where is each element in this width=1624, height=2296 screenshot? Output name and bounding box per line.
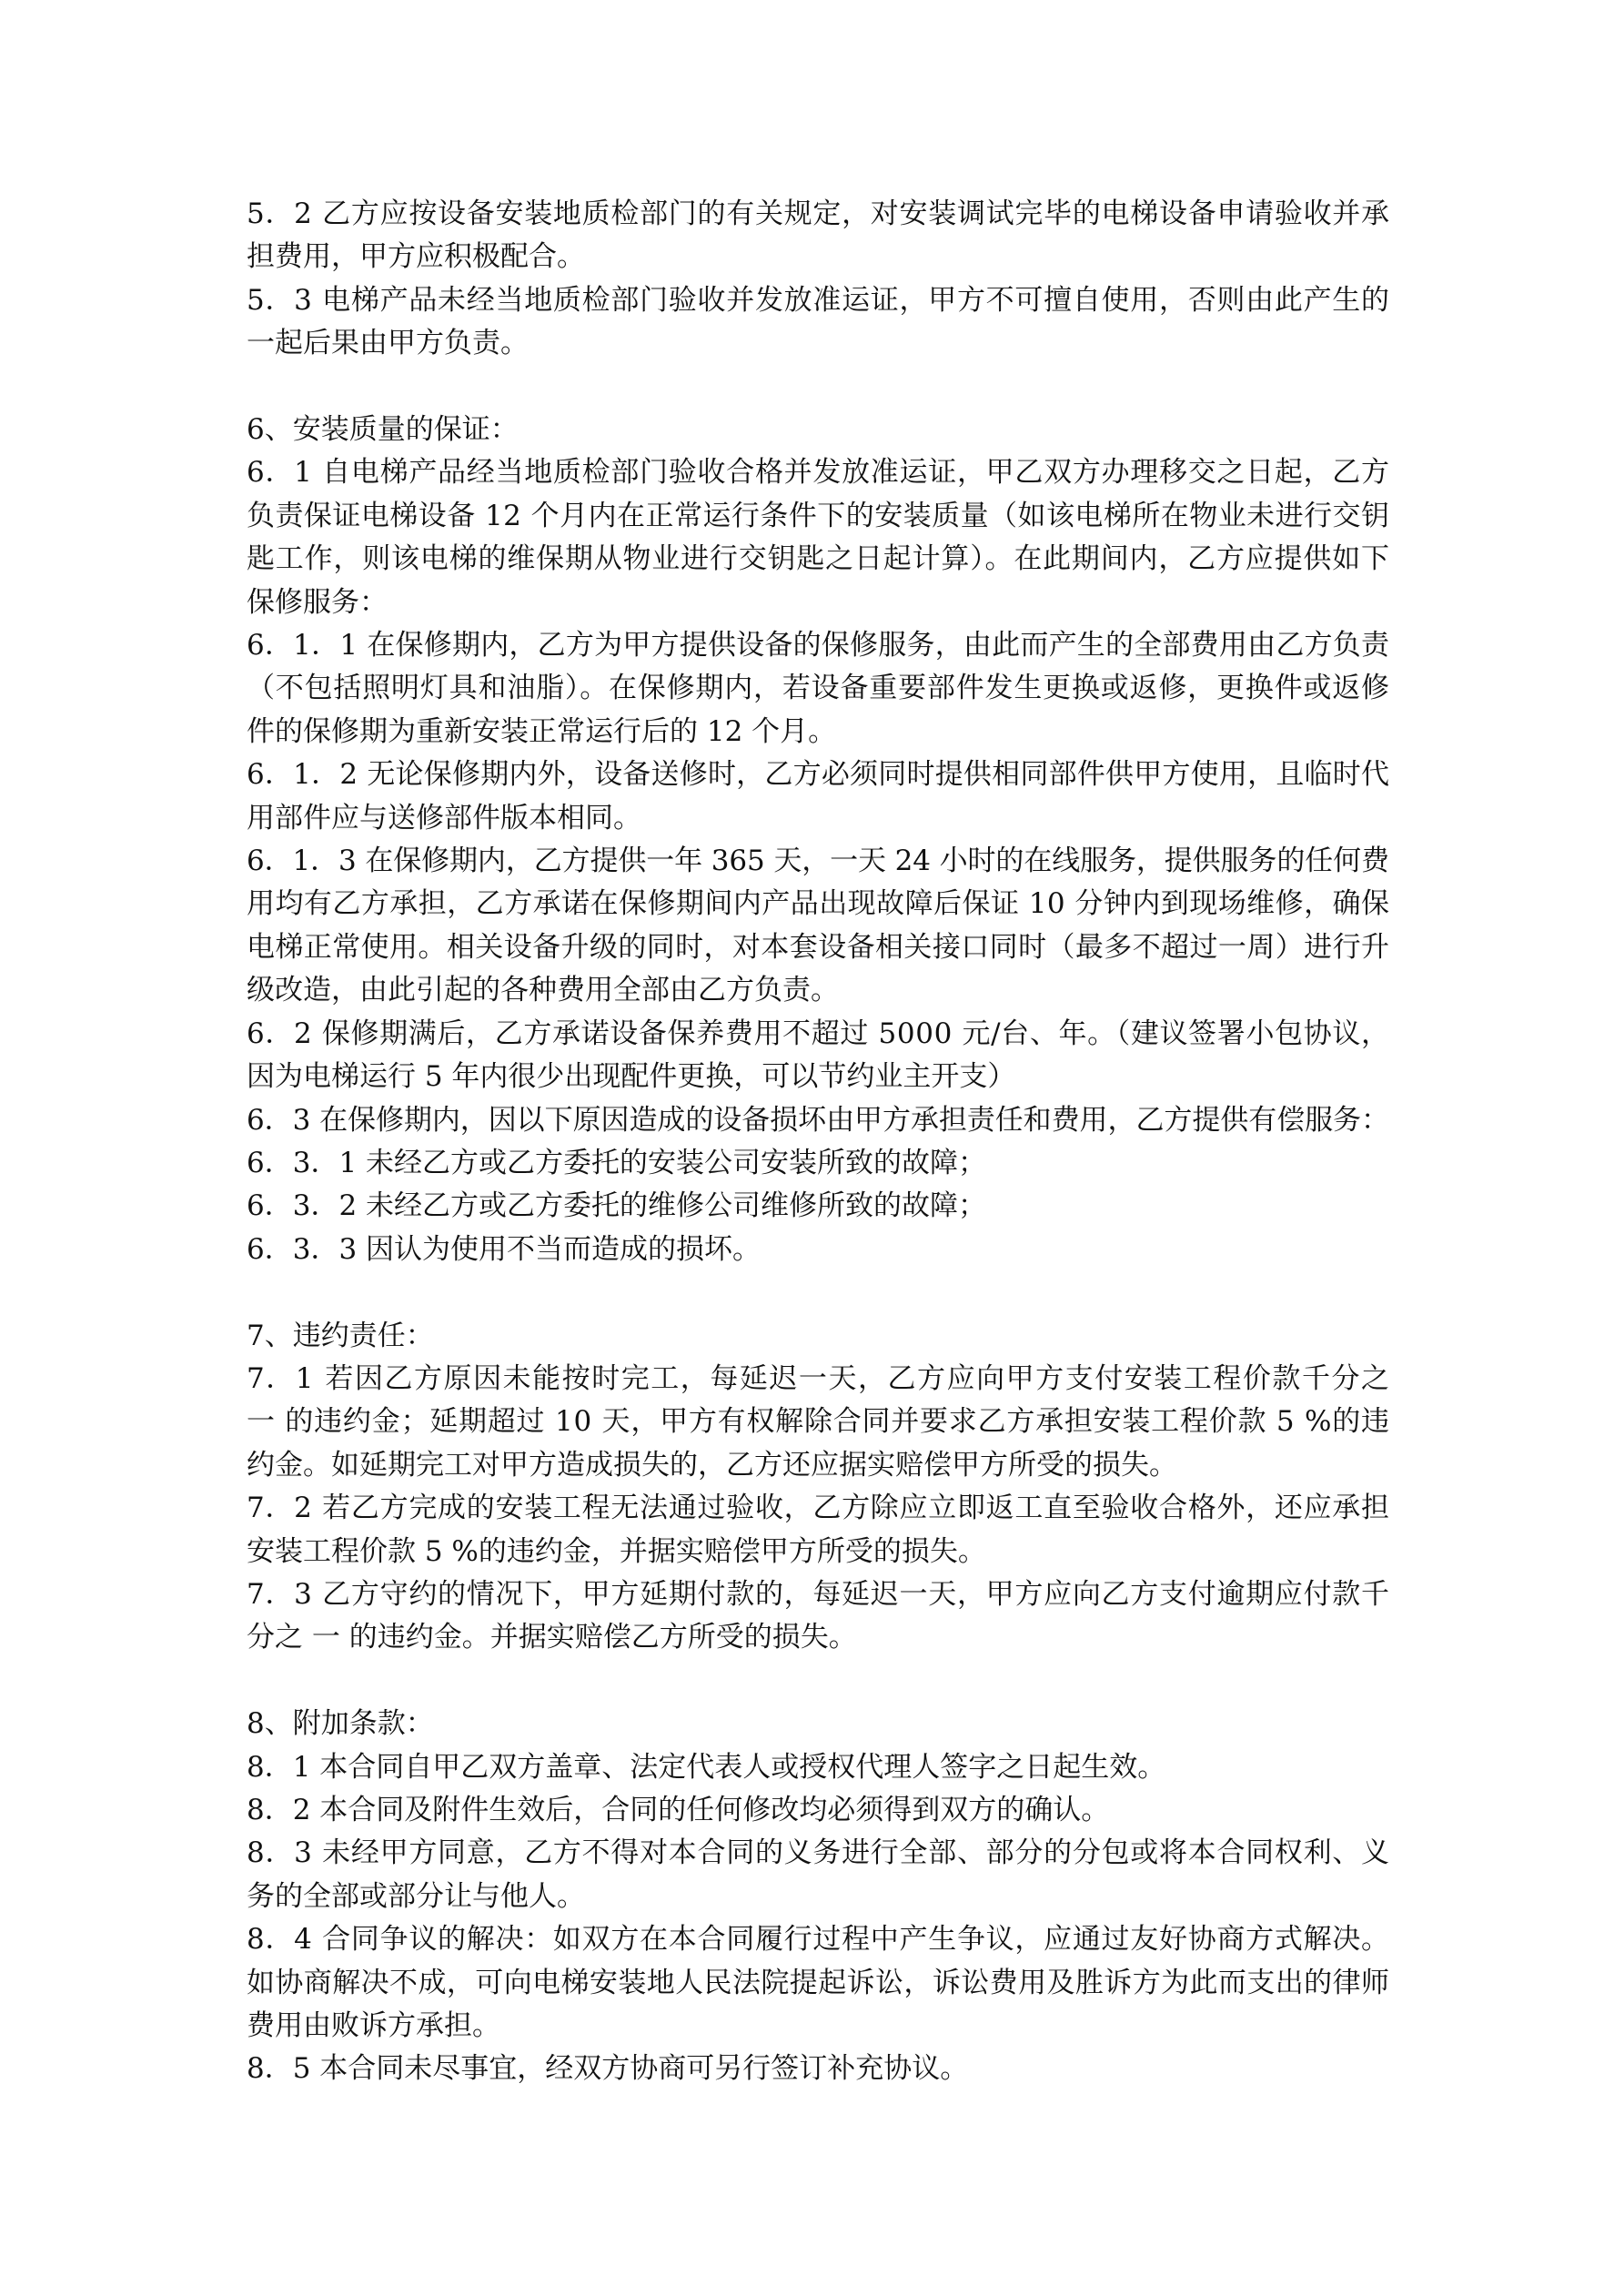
text-line: 电梯正常使用。相关设备升级的同时，对本套设备相关接口同时（最多不超过一周）进行升 (247, 930, 1390, 964)
section-heading-line (247, 409, 1389, 451)
text-line: 一起后果由甲方负责。 (247, 327, 529, 360)
text-line-row (247, 1746, 1389, 1789)
section-heading: 6、安装质量的保证： (247, 413, 519, 447)
text-line: 6．1．2 无论保修期内外，设备送修时，乙方必须同时提供相同部件供甲方使用，且临时代 (247, 758, 1390, 792)
text-line-row (247, 1876, 1389, 1918)
section (247, 193, 1389, 366)
text-line: 5．2 乙方应按设备安装地质检部门的有关规定，对安装调试完毕的电梯设备申请验收并承 (247, 197, 1390, 230)
text-line: 8．2 本合同及附件生效后，合同的任何修改均必须得到双方的确认。 (247, 1793, 1110, 1826)
text-line-row (247, 797, 1389, 840)
text-line-row (247, 1531, 1389, 1573)
text-line-row (247, 279, 1389, 322)
clause-paragraph (247, 754, 1389, 840)
text-line: 费用由败诉方承担。 (247, 2009, 500, 2043)
section-heading: 8、附加条款： (247, 1707, 434, 1741)
text-line-row (247, 1616, 1389, 1659)
clause-paragraph (247, 1573, 1389, 1660)
text-line-row (247, 926, 1389, 969)
section (247, 1703, 1389, 2091)
section (247, 1315, 1389, 1660)
text-line: 因为电梯运行 5 年内很少出现配件更换，可以节约业主开支） (247, 1060, 1016, 1094)
text-line-row (247, 1444, 1389, 1487)
text-line-row (247, 1789, 1389, 1832)
text-line: 负责保证电梯设备 12 个月内在正常运行条件下的安装质量（如该电梯所在物业未进行交钥 (247, 499, 1390, 532)
text-line: 6．3．1 未经乙方或乙方委托的安装公司安装所致的故障； (247, 1146, 987, 1179)
section-heading: 7、违约责任： (247, 1319, 434, 1352)
text-line-row (247, 1056, 1389, 1098)
text-line-row (247, 1142, 1389, 1185)
text-line-row (247, 1185, 1389, 1228)
text-line: 保修服务： (247, 585, 388, 619)
text-line: 分之 一 的违约金。并据实赔偿乙方所受的损失。 (247, 1621, 857, 1654)
text-line-row (247, 883, 1389, 925)
text-line: 8．4 合同争议的解决：如双方在本合同履行过程中产生争议，应通过友好协商方式解决。 (247, 1923, 1390, 1957)
text-line-row (247, 538, 1389, 581)
text-line: 6．3．2 未经乙方或乙方委托的维修公司维修所致的故障； (247, 1189, 987, 1223)
text-line-row (247, 1487, 1389, 1530)
text-line: 约金。如延期完工对甲方造成损失的，乙方还应据实赔偿甲方所受的损失。 (247, 1448, 1177, 1482)
text-line: 务的全部或部分让与他人。 (247, 1879, 585, 1913)
text-line-row (247, 1962, 1389, 2005)
section (247, 409, 1389, 1271)
text-line: 6．3 在保修期内，因以下原因造成的设备损坏由甲方承担责任和费用，乙方提供有偿服务： (247, 1103, 1389, 1137)
text-line: 安装工程价款 5 %的违约金，并据实赔偿甲方所受的损失。 (247, 1534, 986, 1568)
text-line-row (247, 1832, 1389, 1875)
text-line-row (247, 193, 1389, 236)
section-heading-line (247, 1703, 1389, 1745)
text-line: 6．1．3 在保修期内，乙方提供一年 365 天，一天 24 小时的在线服务，提供服务的任何费 (247, 845, 1389, 878)
text-line: 8．5 本合同未尽事宜，经双方协商可另行签订补充协议。 (247, 2052, 969, 2086)
text-line-row (247, 1401, 1389, 1443)
clause-paragraph (247, 1358, 1389, 1487)
text-line: 如协商解决不成，可向电梯安装地人民法院提起诉讼，诉讼费用及胜诉方为此而支出的律师 (247, 1966, 1390, 1999)
text-line: 一 的违约金；延期超过 10 天，甲方有权解除合同并要求乙方承担安装工程价款 5 %的违 (247, 1405, 1390, 1439)
clause-paragraph (247, 451, 1389, 624)
clause-paragraph (247, 1789, 1389, 1832)
text-line-row (247, 1573, 1389, 1616)
text-line-row (247, 711, 1389, 754)
clause-paragraph (247, 279, 1389, 366)
section-heading-line (247, 1315, 1389, 1358)
text-line: 匙工作，则该电梯的维保期从物业进行交钥匙之日起计算）。在此期间内，乙方应提供如下 (247, 542, 1390, 576)
text-line-row (247, 1918, 1389, 1961)
text-line-row (247, 2005, 1389, 2048)
section-spacer (247, 1660, 1389, 1703)
clause-paragraph (247, 840, 1389, 1013)
clause-paragraph (247, 2048, 1389, 2090)
text-line-row (247, 667, 1389, 710)
text-line: 6．3．3 因认为使用不当而造成的损坏。 (247, 1232, 762, 1266)
text-line-row (247, 1099, 1389, 1142)
clause-paragraph (247, 193, 1389, 279)
clause-paragraph (247, 1229, 1389, 1271)
clause-paragraph (247, 1918, 1389, 2048)
text-line: 6．2 保修期满后，乙方承诺设备保养费用不超过 5000 元/台、年。（建议签署小包协议， (247, 1017, 1390, 1050)
section-spacer (247, 1271, 1389, 1314)
text-line-row (247, 754, 1389, 796)
clause-paragraph (247, 1746, 1389, 1789)
text-line: 级改造，由此引起的各种费用全部由乙方负责。 (247, 974, 839, 1007)
text-line-row (247, 840, 1389, 883)
text-line: 7．3 乙方守约的情况下，甲方延期付款的，每延迟一天，甲方应向乙方支付逾期应付款千 (247, 1577, 1390, 1611)
clause-paragraph (247, 1487, 1389, 1573)
text-line: （不包括照明灯具和油脂）。在保修期内，若设备重要部件发生更换或返修，更换件或返修 (247, 672, 1390, 705)
text-line-row (247, 1013, 1389, 1056)
document-body (247, 193, 1389, 2091)
text-line-row (247, 322, 1389, 365)
text-line: 6．1 自电梯产品经当地质检部门验收合格并发放准运证，甲乙双方办理移交之日起，乙方 (247, 456, 1390, 490)
text-line: 6．1．1 在保修期内，乙方为甲方提供设备的保修服务，由此而产生的全部费用由乙方负责 (247, 629, 1390, 663)
text-line-row (247, 1229, 1389, 1271)
text-line-row (247, 1358, 1389, 1401)
text-line: 担费用，甲方应积极配合。 (247, 240, 585, 274)
text-line-row (247, 969, 1389, 1012)
text-line: 用部件应与送修部件版本相同。 (247, 801, 641, 834)
text-line-row (247, 451, 1389, 494)
clause-paragraph (247, 1142, 1389, 1185)
text-line-row (247, 2048, 1389, 2090)
text-line: 8．1 本合同自甲乙双方盖章、法定代表人或授权代理人签字之日起生效。 (247, 1750, 1166, 1784)
clause-paragraph (247, 1832, 1389, 1918)
text-line: 用均有乙方承担，乙方承诺在保修期间内产品出现故障后保证 10 分钟内到现场维修，确保 (247, 887, 1390, 921)
section-spacer (247, 366, 1389, 409)
text-line: 5．3 电梯产品未经当地质检部门验收并发放准运证，甲方不可擅自使用，否则由此产生的 (247, 283, 1390, 317)
text-line: 7．2 若乙方完成的安装工程无法通过验收，乙方除应立即返工直至验收合格外，还应承担 (247, 1492, 1390, 1525)
text-line-row (247, 582, 1389, 624)
text-line: 7．1 若因乙方原因未能按时完工，每延迟一天，乙方应向甲方支付安装工程价款千分之 (247, 1361, 1391, 1395)
clause-paragraph (247, 1185, 1389, 1228)
clause-paragraph (247, 624, 1389, 754)
text-line: 8．3 未经甲方同意，乙方不得对本合同的义务进行全部、部分的分包或将本合同权利、义 (247, 1836, 1390, 1870)
text-line-row (247, 236, 1389, 278)
text-line-row (247, 624, 1389, 667)
clause-paragraph (247, 1099, 1389, 1142)
clause-paragraph (247, 1013, 1389, 1099)
text-line: 件的保修期为重新安装正常运行后的 12 个月。 (247, 714, 837, 748)
text-line-row (247, 495, 1389, 538)
